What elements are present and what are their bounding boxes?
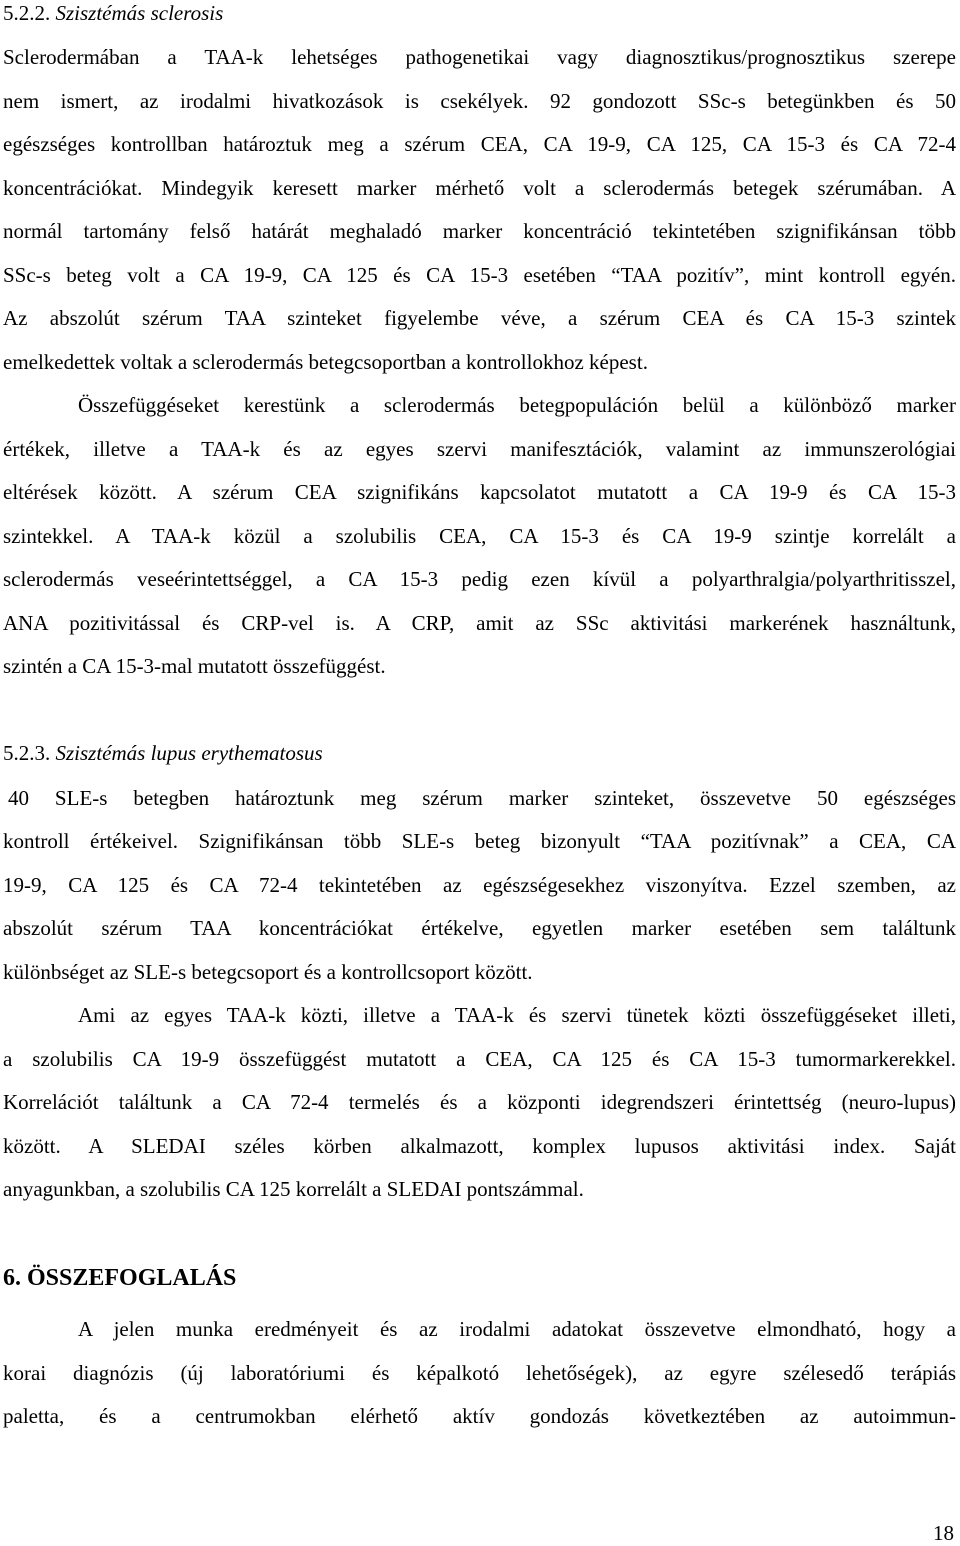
text-line: különbséget az SLE-s betegcsoport és a kontrollcsoport között. <box>3 960 533 984</box>
text-line: között. A SLEDAI széles körben alkalmazott, komplex lupusos aktivitási index. Saját <box>3 1134 956 1158</box>
text-line: nem ismert, az irodalmi hivatkozások is csekélyek. 92 gondozott SSc-s betegünkben és 50 <box>3 89 956 113</box>
text-line: Az abszolút szérum TAA szinteket figyelembe véve, a szérum CEA és CA 15-3 szintek <box>3 306 956 330</box>
section-heading-5-2-2 <box>3 1 223 26</box>
text-line: Sclerodermában a TAA-k lehetséges pathogenetikai vagy diagnosztikus/prognosztikus szerepe <box>3 45 956 69</box>
text-line: emelkedettek voltak a sclerodermás betegcsoportban a kontrollokhoz képest. <box>3 350 648 374</box>
text-line: koncentrációkat. Mindegyik keresett marker mérhető volt a sclerodermás betegek szérumában. A <box>3 176 956 200</box>
section-number: 5.2.3. <box>3 741 51 765</box>
text-line: normál tartomány felső határát meghaladó marker koncentráció tekintetében szignifikánsan több <box>3 219 956 243</box>
text-line: kontroll értékeivel. Szignifikánsan több SLE-s beteg bizonyult “TAA pozitívnak” a CEA, CA <box>3 829 956 853</box>
page-number: 18 <box>933 1521 954 1545</box>
text-line: sclerodermás veseérintettséggel, a CA 15-3 pedig ezen kívül a polyarthralgia/polyarthritisszel, <box>3 567 956 591</box>
text-line: 40 SLE-s betegben határoztunk meg szérum marker szinteket, összevetve 50 egészséges <box>8 786 956 810</box>
text-line: SSc-s beteg volt a CA 19-9, CA 125 és CA 15-3 esetében “TAA pozitív”, mint kontroll egyén. <box>3 263 956 287</box>
text-line: 19-9, CA 125 és CA 72-4 tekintetében az egészségesekhez viszonyítva. Ezzel szemben, az <box>3 873 956 897</box>
text-line: Korrelációt találtunk a CA 72-4 termelés és a központi idegrendszeri érintettség (neuro-lupus) <box>3 1090 956 1114</box>
text-line: egészséges kontrollban határoztuk meg a szérum CEA, CA 19-9, CA 125, CA 15-3 és CA 72-4 <box>3 132 956 156</box>
section-title: Szisztémás lupus erythematosus <box>55 741 323 765</box>
chapter-heading-6 <box>3 1265 236 1292</box>
text-line: A jelen munka eredményeit és az irodalmi adatokat összevetve elmondható, hogy a <box>78 1317 956 1341</box>
text-line: korai diagnózis (új laboratóriumi és képalkotó lehetőségek), az egyre szélesedő terápiás <box>3 1361 956 1385</box>
text-line: paletta, és a centrumokban elérhető aktív gondozás következtében az autoimmun- <box>3 1404 956 1428</box>
text-line: Ami az egyes TAA-k közti, illetve a TAA-k és szervi tünetek közti összefüggéseket illeti, <box>78 1003 956 1027</box>
text-line: abszolút szérum TAA koncentrációkat értékelve, egyetlen marker esetében sem találtunk <box>3 916 956 940</box>
section-heading-5-2-3 <box>3 741 323 766</box>
text-line: értékek, illetve a TAA-k és az egyes szervi manifesztációk, valamint az immunszerológiai <box>3 437 956 461</box>
chapter-title: ÖSSZEFOGLALÁS <box>27 1265 237 1291</box>
text-line: eltérések között. A szérum CEA szignifikáns kapcsolatot mutatott a CA 19-9 és CA 15-3 <box>3 480 956 504</box>
chapter-number: 6. <box>3 1265 21 1291</box>
text-line: Összefüggéseket kerestünk a sclerodermás betegpopuláción belül a különböző marker <box>78 393 956 417</box>
text-line: ANA pozitivitással és CRP-vel is. A CRP, amit az SSc aktivitási markerének használtunk, <box>3 611 956 635</box>
text-line: szintekkel. A TAA-k közül a szolubilis CEA, CA 15-3 és CA 19-9 szintje korrelált a <box>3 524 956 548</box>
section-number: 5.2.2. <box>3 1 51 25</box>
section-title: Szisztémás sclerosis <box>55 1 224 25</box>
text-line: szintén a CA 15-3-mal mutatott összefüggést. <box>3 654 386 678</box>
text-line: a szolubilis CA 19-9 összefüggést mutatott a CEA, CA 125 és CA 15-3 tumormarkerekkel. <box>3 1047 956 1071</box>
text-line: anyagunkban, a szolubilis CA 125 korrelált a SLEDAI pontszámmal. <box>3 1177 584 1201</box>
